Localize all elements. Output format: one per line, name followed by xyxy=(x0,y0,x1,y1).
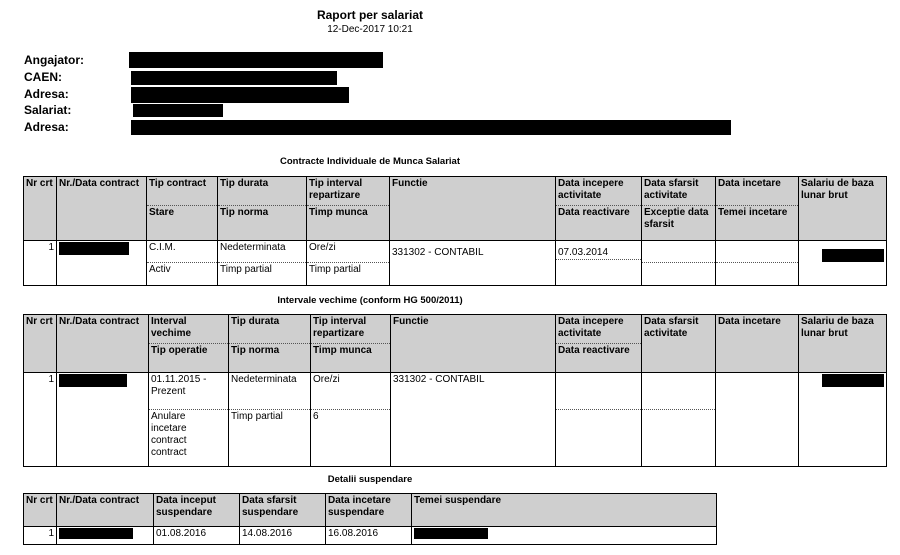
salariat-label: Salariat: xyxy=(24,103,72,117)
row-tip-durata: Nedeterminata xyxy=(229,373,310,410)
row-data-incetare: 16.08.2016 xyxy=(328,528,379,539)
row-data-inceput: 01.08.2016 xyxy=(156,528,207,539)
col-nr-crt: Nr crt xyxy=(24,315,57,373)
adresa-label: Adresa: xyxy=(24,87,69,101)
redacted-contract xyxy=(59,374,127,387)
redacted-adresa-salariat xyxy=(131,120,731,135)
suspendare-section-title: Detalii suspendare xyxy=(327,474,413,485)
row-timp-munca: 6 xyxy=(313,411,319,422)
row-tip-interval: Ore/zi xyxy=(307,241,389,263)
col-data-incetare: Data incetare suspendare xyxy=(326,494,412,527)
row-data-sfarsit: 14.08.2016 xyxy=(242,528,293,539)
row-nr: 1 xyxy=(48,528,54,539)
row-tip-interval: Ore/zi xyxy=(311,373,390,410)
vechime-table xyxy=(23,314,887,467)
col-data-incepere: Data incepere activitate Data reactivare xyxy=(556,177,642,241)
contracte-table xyxy=(23,176,887,286)
col-tip-interval: Tip interval repartizare Timp munca xyxy=(311,315,391,373)
angajator-label: Angajator: xyxy=(24,53,84,67)
col-functie: Functie xyxy=(390,177,556,241)
col-nr-crt: Nr crt xyxy=(24,494,57,527)
col-nr-data-contract: Nr./Data contract xyxy=(57,315,149,373)
col-salariu: Salariu de baza lunar brut xyxy=(799,177,887,241)
col-nr-crt: Nr crt xyxy=(24,177,57,241)
row-tip-operatie: Anulare incetare contract contract xyxy=(151,411,187,458)
col-data-sfarsit: Data sfarsit activitate Exceptie data sfarsit xyxy=(642,177,716,241)
col-data-incetare: Data incetare Temei incetare xyxy=(716,177,799,241)
row-functie: 331302 - CONTABIL xyxy=(393,374,485,385)
redacted-caen xyxy=(131,71,337,85)
row-nr: 1 xyxy=(48,374,54,385)
row-interval: 01.11.2015 - Prezent xyxy=(149,373,228,410)
redacted-salariat xyxy=(133,104,223,117)
row-nr: 1 xyxy=(48,242,54,253)
col-tip-interval: Tip interval repartizare Timp munca xyxy=(307,177,390,241)
contracte-section-title: Contracte Individuale de Munca Salariat xyxy=(279,156,461,167)
report-title: Raport per salariat xyxy=(316,8,424,22)
row-stare: Activ xyxy=(149,264,171,275)
col-functie: Functie xyxy=(391,315,556,373)
col-nr-data-contract: Nr./Data contract xyxy=(57,494,154,527)
table-row xyxy=(24,527,717,545)
row-functie: 331302 - CONTABIL xyxy=(392,247,484,258)
row-timp-munca: Timp partial xyxy=(309,264,361,275)
vechime-section-title: Intervale vechime (conform HG 500/2011) xyxy=(277,295,463,306)
adresa-salariat-label: Adresa: xyxy=(24,120,69,134)
redacted-contract xyxy=(59,528,133,539)
caen-label: CAEN: xyxy=(24,70,62,84)
col-tip-contract: Tip contract Stare xyxy=(147,177,218,241)
col-tip-durata: Tip durata Tip norma xyxy=(218,177,307,241)
report-date: 12-Dec-2017 10:21 xyxy=(327,24,413,35)
redacted-contract xyxy=(59,242,129,255)
table-row xyxy=(24,241,887,286)
redacted-salariu xyxy=(822,249,884,262)
col-data-sfarsit: Data sfarsit suspendare xyxy=(240,494,326,527)
col-tip-durata: Tip durata Tip norma xyxy=(229,315,311,373)
table-row xyxy=(24,373,887,467)
col-data-incepere: Data incepere activitate Data reactivare xyxy=(556,315,642,373)
row-tip-norma: Timp partial xyxy=(231,411,283,422)
suspendare-table xyxy=(23,493,717,545)
row-tip-durata: Nedeterminata xyxy=(218,241,306,263)
redacted-salariu xyxy=(822,374,884,387)
row-tip-norma: Timp partial xyxy=(220,264,272,275)
redacted-angajator xyxy=(129,52,383,68)
row-tip-contract: C.I.M. xyxy=(147,241,217,263)
col-temei-suspendare: Temei suspendare xyxy=(412,494,717,527)
col-data-sfarsit: Data sfarsit activitate xyxy=(642,315,716,373)
col-interval-vechime: Interval vechime Tip operatie xyxy=(149,315,229,373)
col-data-inceput: Data inceput suspendare xyxy=(154,494,240,527)
col-data-incetare: Data incetare xyxy=(716,315,799,373)
col-salariu: Salariu de baza lunar brut xyxy=(799,315,887,373)
redacted-temei xyxy=(414,528,488,539)
row-data-incepere: 07.03.2014 xyxy=(556,241,641,260)
redacted-adresa xyxy=(131,87,349,103)
col-nr-data-contract: Nr./Data contract xyxy=(57,177,147,241)
